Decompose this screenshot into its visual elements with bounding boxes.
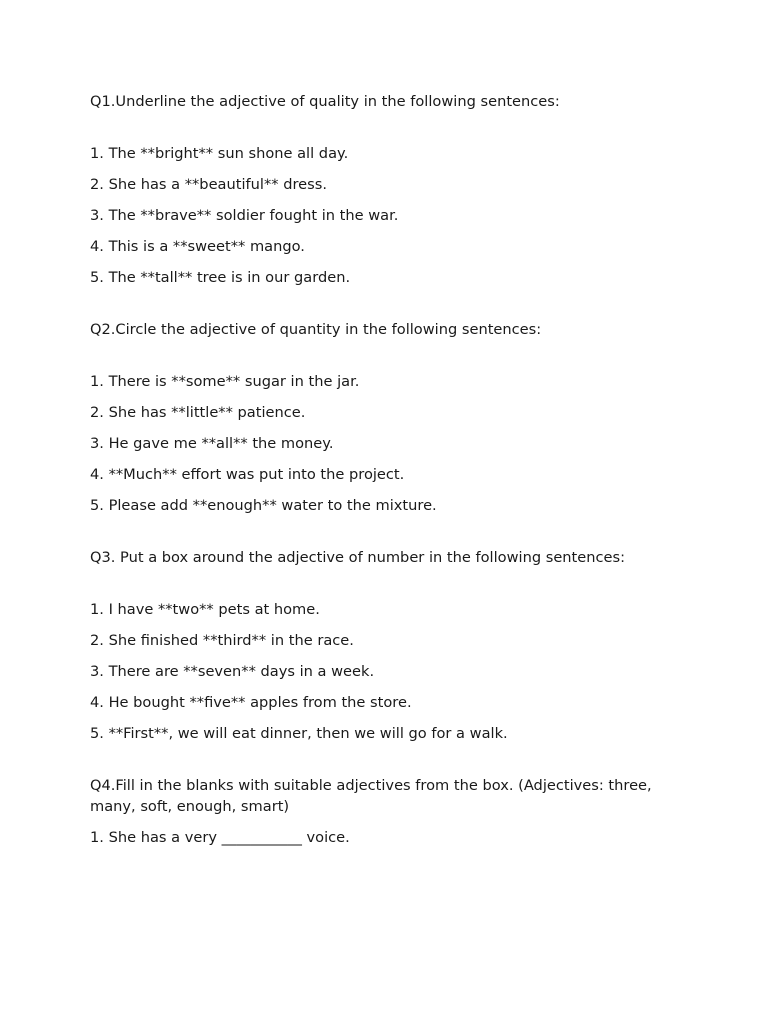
question-q1: Q1.Underline the adjective of quality in the following sentences: <box>90 93 560 110</box>
q1-item: 5. The **tall** tree is in our garden. <box>90 269 351 286</box>
q2-item: 1. There is **some** sugar in the jar. <box>90 373 360 390</box>
q1-item: 4. This is a **sweet** mango. <box>90 238 305 255</box>
question-q3: Q3. Put a box around the adjective of number in the following sentences: <box>90 549 626 566</box>
q3-item: 3. There are **seven** days in a week. <box>90 663 375 680</box>
q3-item: 1. I have **two** pets at home. <box>90 601 320 618</box>
q3-item: 2. She finished **third** in the race. <box>90 632 354 649</box>
q1-item: 3. The **brave** soldier fought in the war. <box>90 207 399 224</box>
question-q4: Q4.Fill in the blanks with suitable adjectives from the box. (Adjectives: three, many, soft, enough, smart) <box>90 777 652 815</box>
q3-item: 5. **First**, we will eat dinner, then we will go for a walk. <box>90 725 508 742</box>
q2-item: 2. She has **little** patience. <box>90 404 306 421</box>
section-q3 <box>90 547 690 744</box>
q1-item: 2. She has a **beautiful** dress. <box>90 176 327 193</box>
section-q4 <box>90 775 690 848</box>
q4-item: 1. She has a very ___________ voice. <box>90 829 350 846</box>
q2-item: 5. Please add **enough** water to the mixture. <box>90 497 437 514</box>
worksheet <box>90 91 690 848</box>
q1-item: 1. The **bright** sun shone all day. <box>90 145 349 162</box>
q2-item: 3. He gave me **all** the money. <box>90 435 334 452</box>
q2-item: 4. **Much** effort was put into the project. <box>90 466 405 483</box>
section-q2 <box>90 319 690 516</box>
question-q2: Q2.Circle the adjective of quantity in the following sentences: <box>90 321 542 338</box>
q3-item: 4. He bought **five** apples from the store. <box>90 694 412 711</box>
section-q1 <box>90 91 690 288</box>
